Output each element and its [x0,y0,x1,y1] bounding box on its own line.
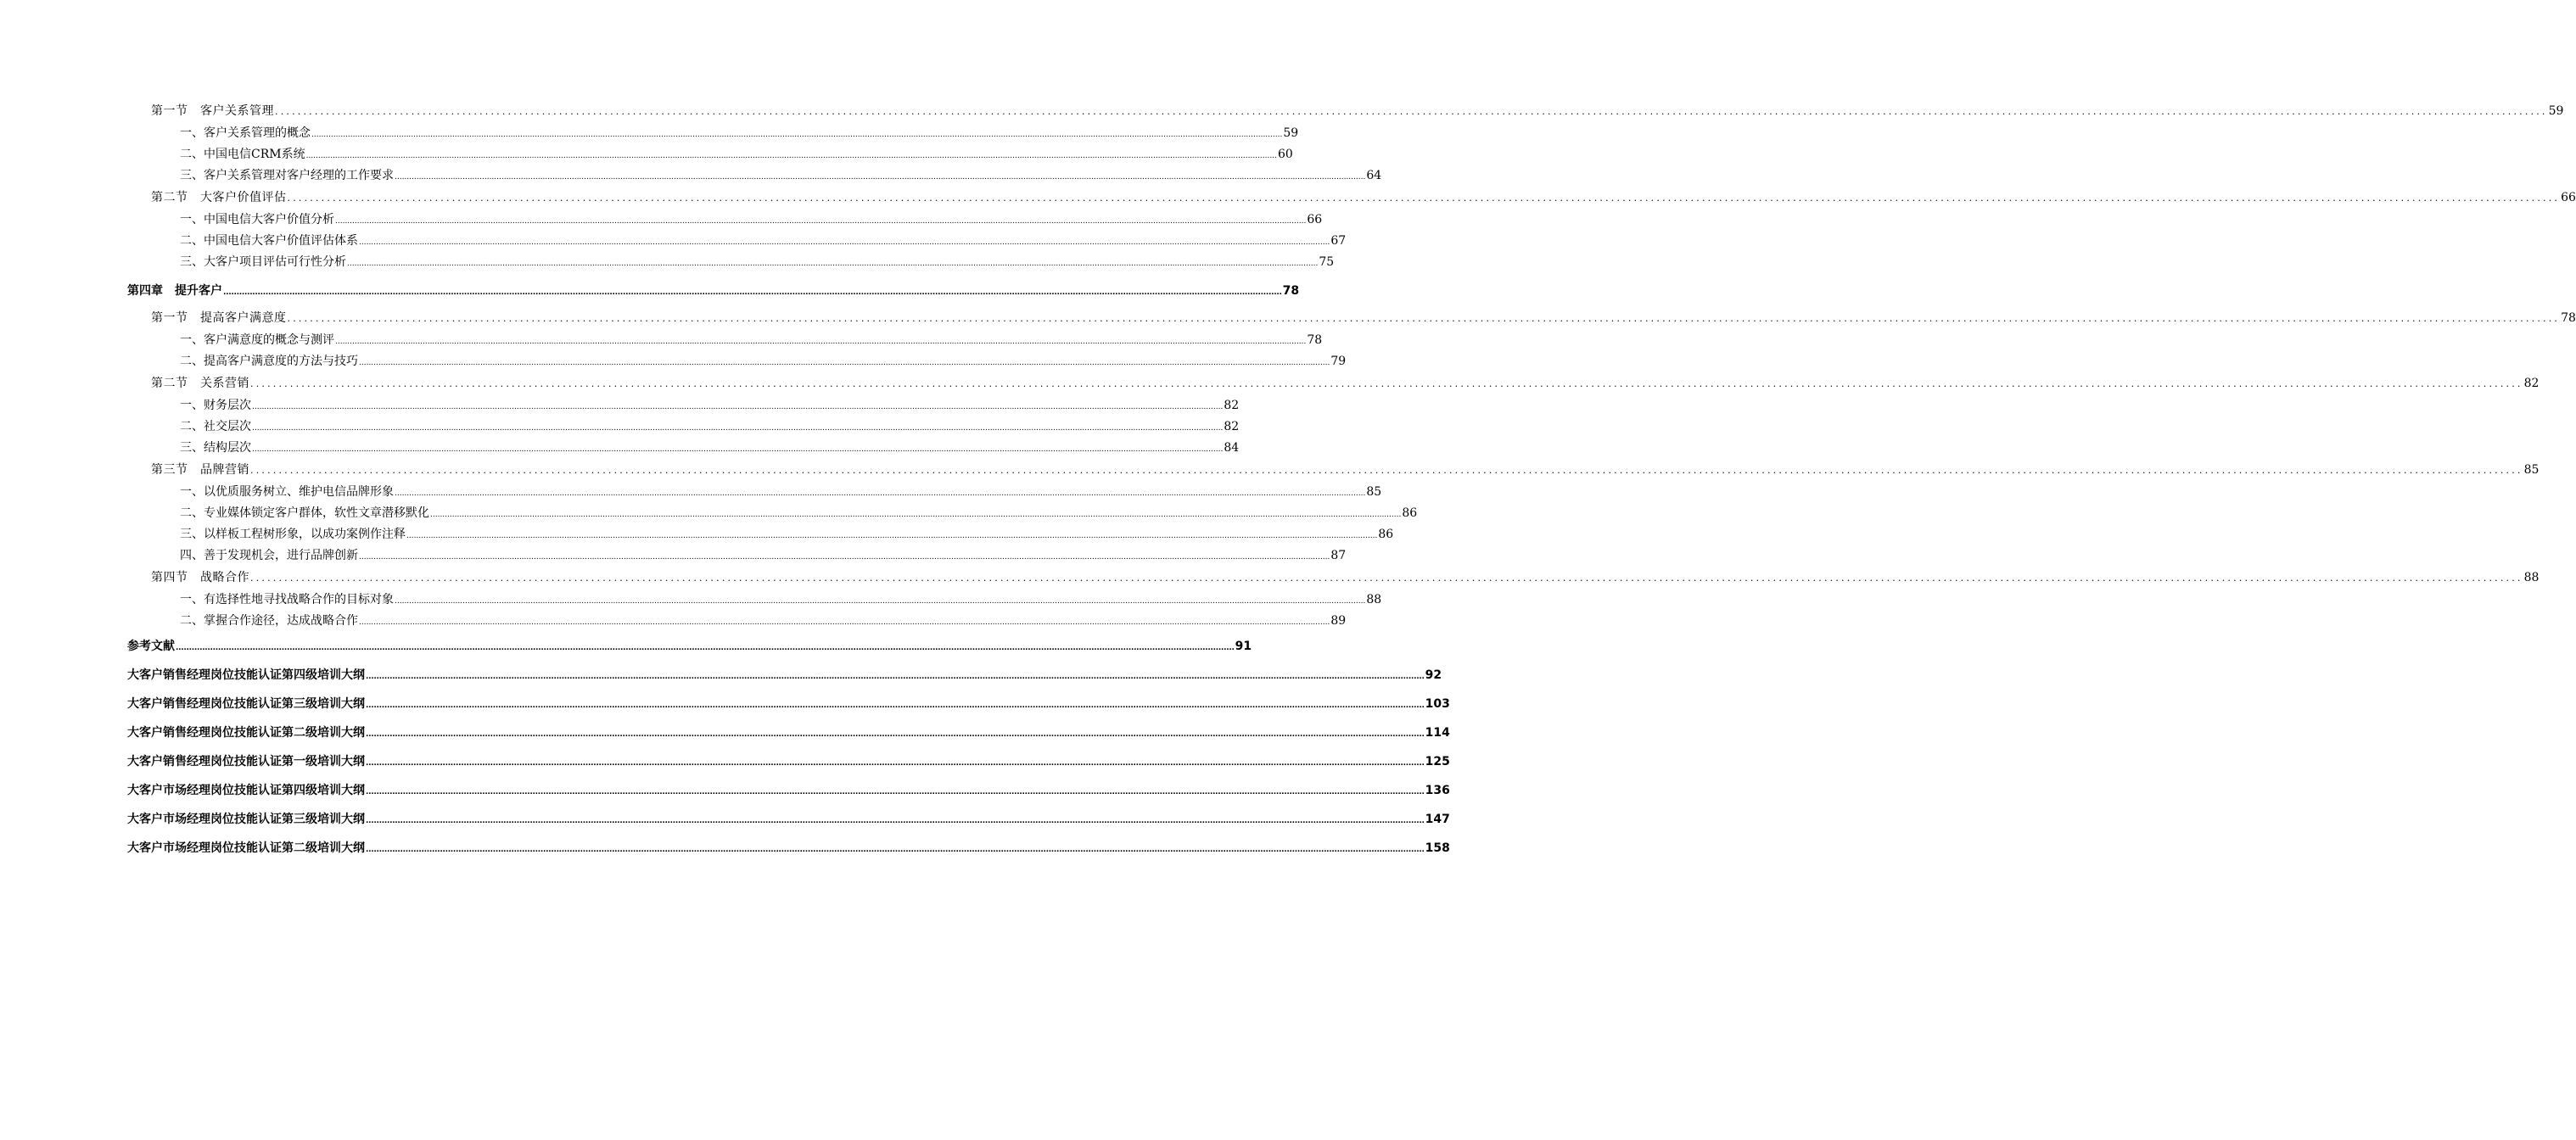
dot-leader: ................................................................................................................................................................................................................................................................................................................................................................................................................ [250,465,2523,476]
dot-leader: ................................................................................................................................................................................................................................................................................................................................................................................................................ [366,817,1425,825]
dot-leader: ................................................................................................................................................................................................................................................................................................................................................................................................................ [176,644,1235,652]
toc-item[interactable] [127,590,1382,611]
toc-page-number: 88 [1366,593,1382,606]
toc-label: 第二节 关系营销 [151,377,249,390]
toc-page-number: 86 [1378,528,1394,541]
dot-leader: ................................................................................................................................................................................................................................................................................................................................................................................................................ [359,553,1330,562]
toc-page-number: 88 [2523,571,2540,584]
toc-page-number: 136 [1425,784,1450,797]
toc-page-number: 66 [2561,191,2576,204]
toc-item[interactable] [127,330,1323,351]
toc-label: 三、以样板工程树形象，以成功案例作注释 [180,528,406,541]
dot-leader: ................................................................................................................................................................................................................................................................................................................................................................................................................ [359,618,1330,627]
toc-section[interactable] [127,459,2540,482]
toc-label: 第四节 战略合作 [151,571,249,584]
toc-item[interactable] [127,144,1293,165]
toc-item[interactable] [127,351,1347,372]
toc-label: 大客户销售经理岗位技能认证第三级培训大纲 [127,697,365,711]
toc-chapter[interactable] [127,747,1450,776]
toc-item[interactable] [127,165,1382,187]
dot-leader: ................................................................................................................................................................................................................................................................................................................................................................................................................ [406,532,1378,540]
toc-label: 一、客户满意度的概念与测评 [180,333,334,347]
toc-label: 参考文献 [127,640,175,653]
toc-page-number: 60 [1277,148,1293,161]
dot-leader: ................................................................................................................................................................................................................................................................................................................................................................................................................ [347,260,1319,268]
toc-chapter[interactable] [127,718,1450,747]
toc-item[interactable] [127,231,1347,252]
toc-label: 二、专业媒体锁定客户群体，软性文章潜移默化 [180,506,429,520]
dot-leader: ................................................................................................................................................................................................................................................................................................................................................................................................................ [252,424,1224,433]
toc-section[interactable] [127,100,2564,123]
toc-label: 二、掌握合作途径，达成战略合作 [180,614,358,628]
toc-chapter[interactable] [127,690,1450,718]
dot-leader: ................................................................................................................................................................................................................................................................................................................................................................................................................ [250,378,2523,389]
toc-label: 第三节 品牌营销 [151,463,249,477]
toc-page-number: 82 [2523,377,2540,390]
toc-item[interactable] [127,545,1347,567]
toc-page-number: 78 [2561,311,2576,325]
toc-item[interactable] [127,416,1240,438]
toc-item[interactable] [127,524,1394,545]
dot-leader: ................................................................................................................................................................................................................................................................................................................................................................................................................ [366,701,1425,710]
dot-leader: ................................................................................................................................................................................................................................................................................................................................................................................................................ [335,338,1307,346]
toc-label: 一、以优质服务树立、维护电信品牌形象 [180,485,394,499]
toc-label: 一、有选择性地寻找战略合作的目标对象 [180,593,394,606]
toc-label: 二、中国电信大客户价值评估体系 [180,234,358,248]
toc-section[interactable] [127,307,2576,330]
toc-item[interactable] [127,482,1382,503]
dot-leader: ................................................................................................................................................................................................................................................................................................................................................................................................................ [252,445,1224,454]
toc-chapter[interactable] [127,776,1450,805]
toc-section[interactable] [127,187,2576,210]
toc-label: 三、客户关系管理对客户经理的工作要求 [180,169,394,182]
toc-page-number: 158 [1425,841,1450,855]
toc-page-number: 64 [1366,169,1382,182]
toc-label: 二、社交层次 [180,420,251,433]
dot-leader: ................................................................................................................................................................................................................................................................................................................................................................................................................ [275,106,2548,117]
toc-section[interactable] [127,567,2540,590]
toc-label: 大客户销售经理岗位技能认证第一级培训大纲 [127,755,365,768]
toc-page-number: 82 [1224,420,1240,433]
toc-item[interactable] [127,210,1323,231]
toc-item[interactable] [127,252,1335,273]
dot-leader: ................................................................................................................................................................................................................................................................................................................................................................................................................ [335,217,1307,226]
toc-page-number: 91 [1235,640,1252,653]
toc-label: 大客户市场经理岗位技能认证第二级培训大纲 [127,841,365,855]
toc-page-number: 87 [1330,549,1347,562]
toc-item[interactable] [127,438,1240,459]
toc-chapter[interactable] [127,834,1450,863]
dot-leader: ................................................................................................................................................................................................................................................................................................................................................................................................................ [395,173,1366,182]
dot-leader: ................................................................................................................................................................................................................................................................................................................................................................................................................ [366,759,1425,768]
toc-chapter[interactable] [127,805,1450,834]
dot-leader: ................................................................................................................................................................................................................................................................................................................................................................................................................ [366,673,1425,681]
toc-page-number: 66 [1307,213,1323,226]
toc-page-number: 84 [1224,441,1240,455]
toc-item[interactable] [127,611,1347,632]
dot-leader: ................................................................................................................................................................................................................................................................................................................................................................................................................ [287,193,2561,204]
table-of-contents [127,100,2576,863]
toc-page-number: 67 [1330,234,1347,248]
toc-page-number: 75 [1319,255,1335,269]
toc-page-number: 125 [1425,755,1450,768]
dot-leader: ................................................................................................................................................................................................................................................................................................................................................................................................................ [250,573,2523,584]
toc-label: 第二节 大客户价值评估 [151,191,287,204]
toc-chapter[interactable] [127,661,1442,690]
toc-page-number: 59 [1283,126,1299,140]
toc-page-number: 59 [2548,104,2564,118]
dot-leader: ................................................................................................................................................................................................................................................................................................................................................................................................................ [366,788,1425,796]
toc-label: 大客户市场经理岗位技能认证第三级培训大纲 [127,813,365,826]
dot-leader: ................................................................................................................................................................................................................................................................................................................................................................................................................ [395,489,1366,498]
toc-page-number: 78 [1307,333,1323,347]
toc-label: 大客户销售经理岗位技能认证第二级培训大纲 [127,726,365,740]
dot-leader: ................................................................................................................................................................................................................................................................................................................................................................................................................ [359,359,1330,367]
toc-item[interactable] [127,123,1299,144]
toc-label: 三、大客户项目评估可行性分析 [180,255,346,269]
toc-label: 三、结构层次 [180,441,251,455]
toc-label: 二、中国电信CRM系统 [180,148,305,161]
toc-page-number: 85 [1366,485,1382,499]
toc-page-number: 114 [1425,726,1450,740]
toc-label: 四、善于发现机会，进行品牌创新 [180,549,358,562]
toc-page-number: 147 [1425,813,1450,826]
dot-leader: ................................................................................................................................................................................................................................................................................................................................................................................................................ [287,313,2561,324]
dot-leader: ................................................................................................................................................................................................................................................................................................................................................................................................................ [366,846,1425,854]
toc-label: 大客户销售经理岗位技能认证第四级培训大纲 [127,668,365,682]
toc-label: 第四章 提升客户 [127,284,222,298]
toc-label: 一、财务层次 [180,399,251,412]
toc-label: 一、中国电信大客户价值分析 [180,213,334,226]
toc-label: 二、提高客户满意度的方法与技巧 [180,355,358,368]
dot-leader: ................................................................................................................................................................................................................................................................................................................................................................................................................ [366,730,1425,739]
toc-page-number: 78 [1282,284,1300,298]
toc-item[interactable] [127,503,1418,524]
toc-page-number: 89 [1330,614,1347,628]
toc-page-number: 103 [1425,697,1450,711]
toc-section[interactable] [127,372,2540,395]
toc-page-number: 92 [1425,668,1442,682]
toc-chapter[interactable] [127,632,1252,661]
toc-page-number: 79 [1330,355,1347,368]
toc-label: 第一节 提高客户满意度 [151,311,287,325]
dot-leader: ................................................................................................................................................................................................................................................................................................................................................................................................................ [395,597,1366,606]
toc-label: 大客户市场经理岗位技能认证第四级培训大纲 [127,784,365,797]
toc-page-number: 85 [2523,463,2540,477]
toc-label: 一、客户关系管理的概念 [180,126,311,140]
dot-leader: ................................................................................................................................................................................................................................................................................................................................................................................................................ [223,288,1282,297]
toc-page-number: 86 [1402,506,1418,520]
dot-leader: ................................................................................................................................................................................................................................................................................................................................................................................................................ [311,131,1283,139]
toc-chapter[interactable] [127,277,1300,305]
dot-leader: ................................................................................................................................................................................................................................................................................................................................................................................................................ [430,511,1402,519]
dot-leader: ................................................................................................................................................................................................................................................................................................................................................................................................................ [252,403,1224,411]
toc-label: 第一节 客户关系管理 [151,104,274,118]
dot-leader: ................................................................................................................................................................................................................................................................................................................................................................................................................ [305,152,1277,160]
toc-item[interactable] [127,395,1240,416]
dot-leader: ................................................................................................................................................................................................................................................................................................................................................................................................................ [359,238,1330,247]
toc-page-number: 82 [1224,399,1240,412]
